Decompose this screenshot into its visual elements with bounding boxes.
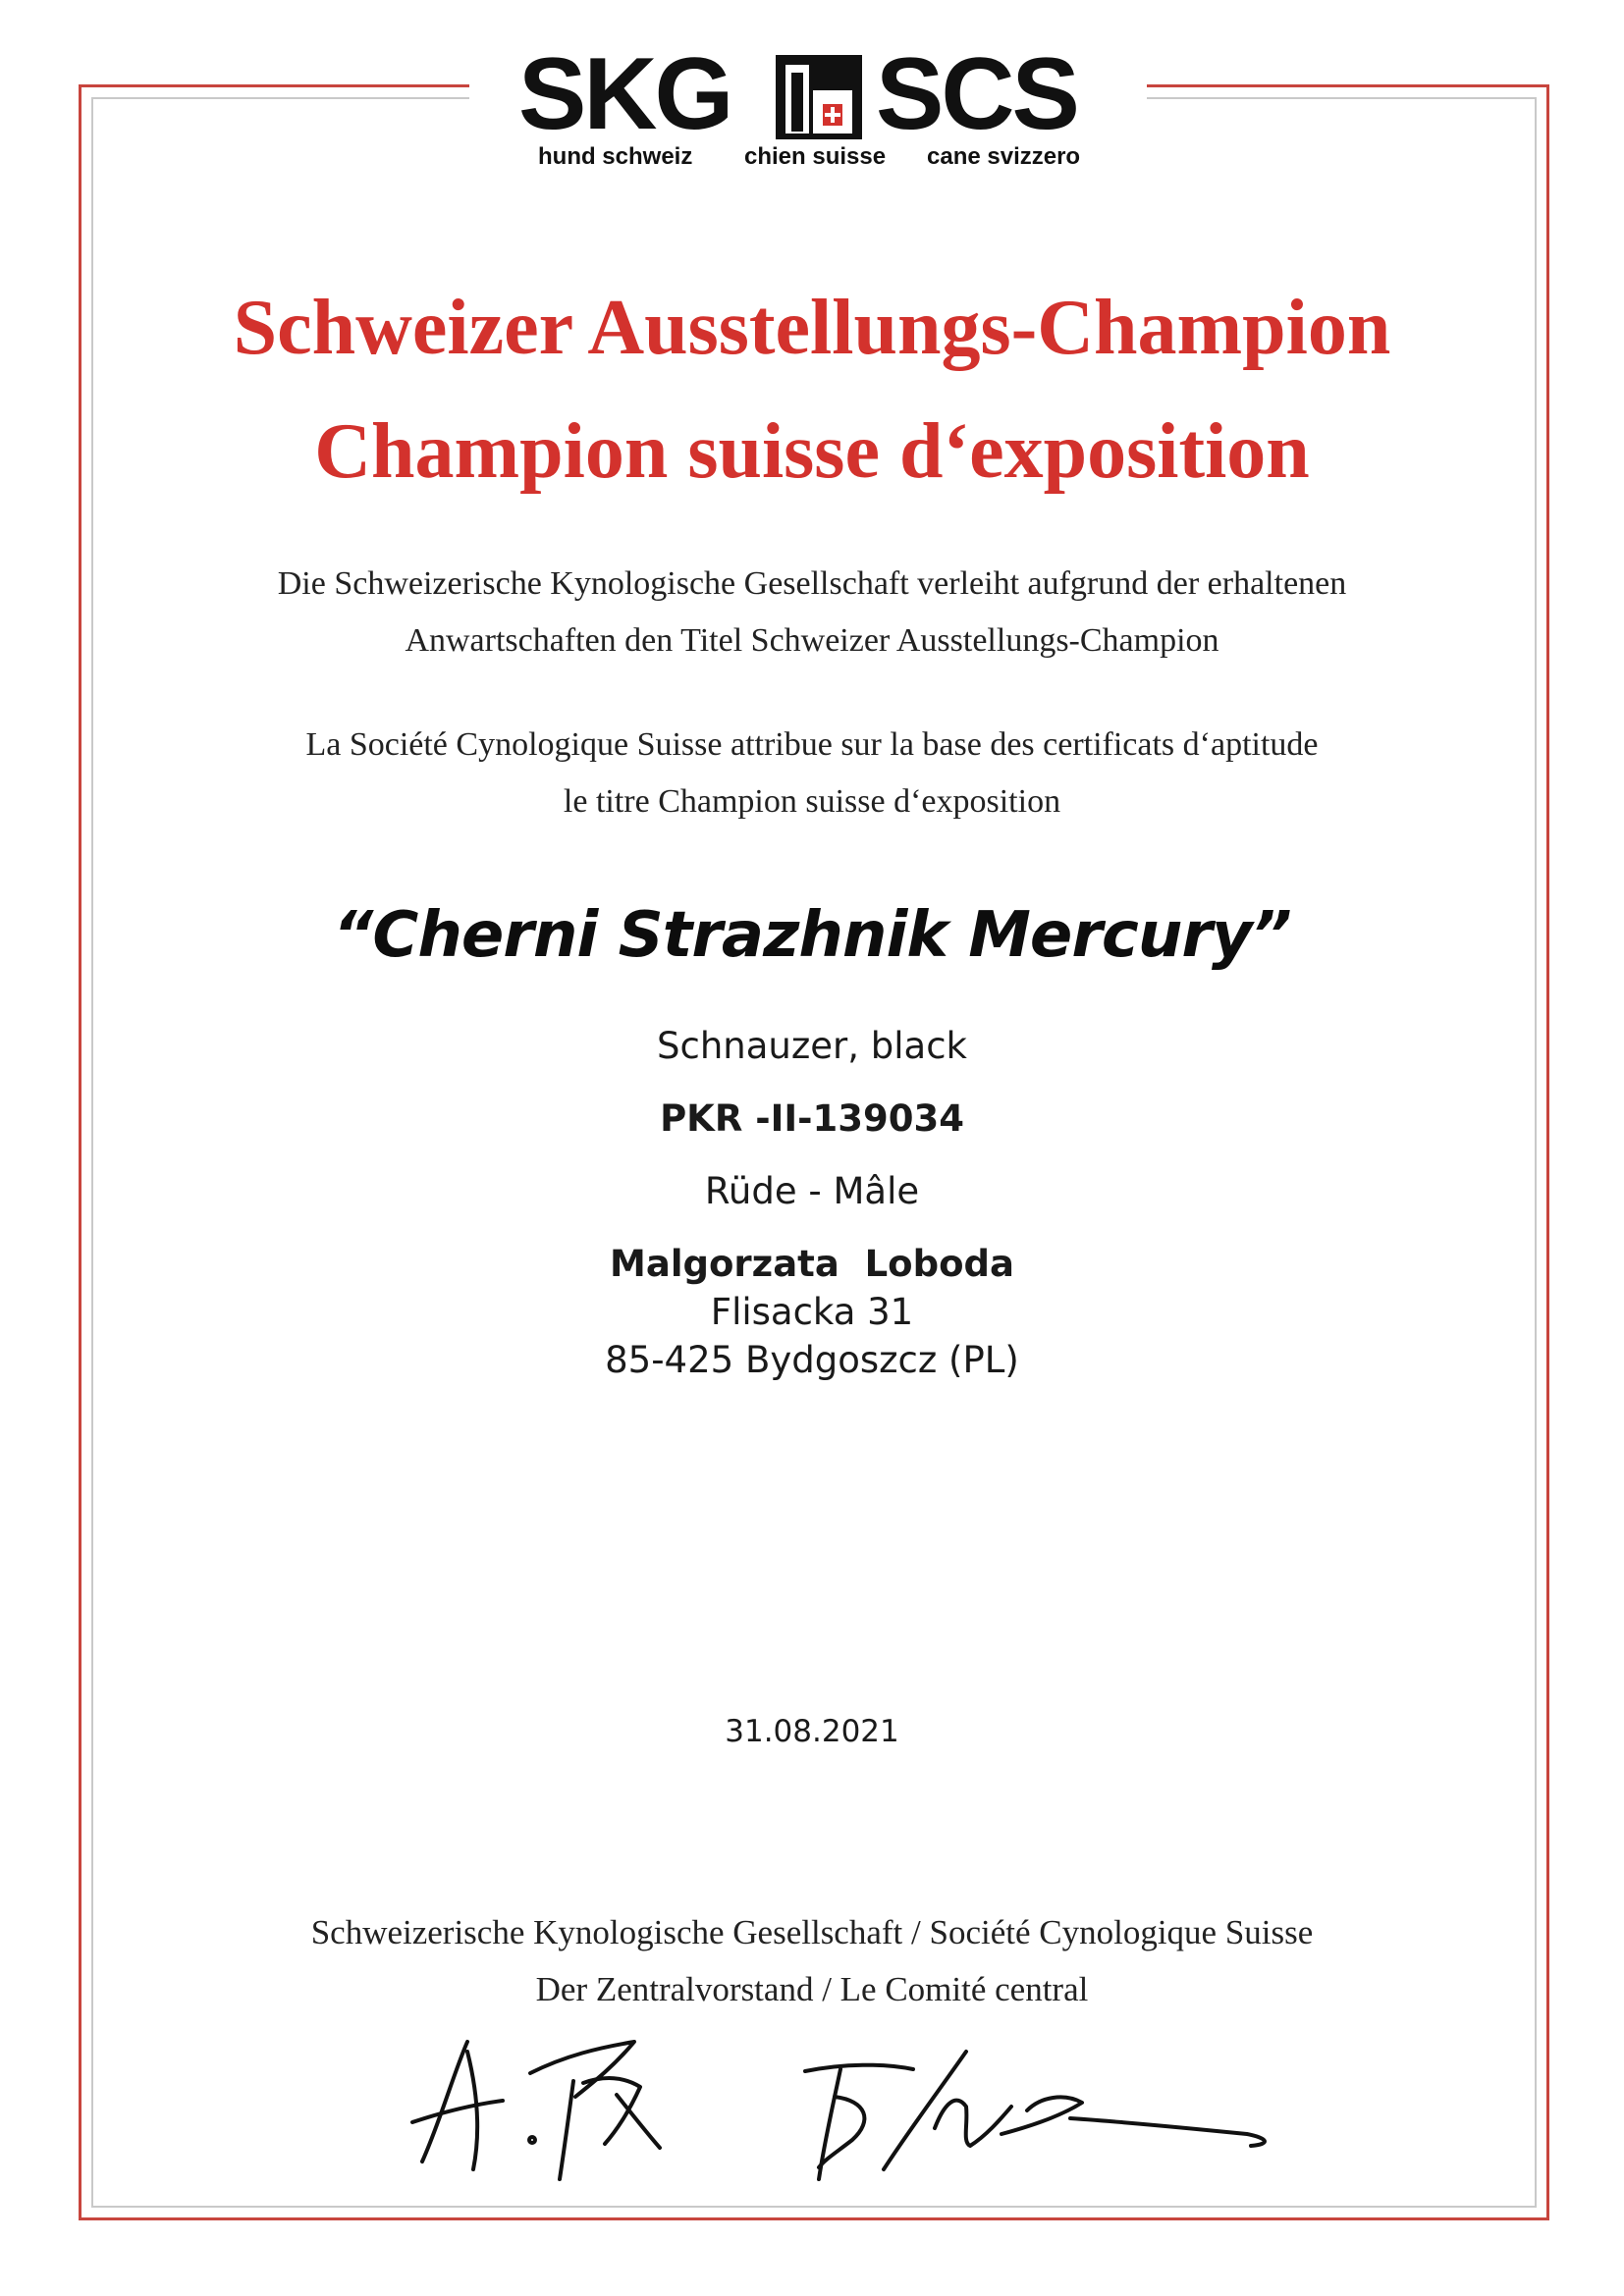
dog-registration-number: PKR -II-139034 (660, 1097, 964, 1140)
logo-subtitle-french: chien suisse (744, 143, 887, 170)
logo-subtitle-german: hund schweiz (538, 143, 693, 170)
signatures (383, 2012, 1316, 2189)
footer-organization: Schweizerische Kynologische Gesellschaft / Société Cynologique Suisse (310, 1913, 1314, 1951)
logo-skg-text: SKG (518, 37, 731, 151)
signature-left (412, 2042, 660, 2179)
owner-city: 85-425 Bydgoszcz (PL) (605, 1339, 1019, 1381)
owner-name: Malgorzata Loboda (610, 1243, 1014, 1285)
footer-committee: Der Zentralvorstand / Le Comité central (535, 1970, 1089, 2008)
intro-german-line2: Anwartschaften den Titel Schweizer Ausstellungs-Champion (405, 622, 1219, 659)
title-german: Schweizer Ausstellungs-Champion (233, 285, 1391, 371)
intro-german-line1: Die Schweizerische Kynologische Gesellschaft verleiht aufgrund der erhaltenen (277, 565, 1347, 602)
swiss-doghouse-icon (774, 51, 864, 141)
skg-scs-logo (511, 37, 1111, 177)
intro-french-line2: le titre Champion suisse d‘exposition (563, 783, 1061, 820)
logo-scs-text: SCS (876, 37, 1077, 151)
title-french: Champion suisse d‘exposition (314, 408, 1310, 495)
intro-french-line1: La Société Cynologique Suisse attribue sur la base des certificats d‘aptitude (305, 726, 1319, 763)
owner-street: Flisacka 31 (710, 1291, 914, 1333)
award-date: 31.08.2021 (725, 1714, 899, 1749)
dog-name: “Cherni Strazhnik Mercury” (333, 899, 1291, 972)
logo-subtitle-italian: cane svizzero (927, 143, 1081, 170)
dog-sex: Rüde - Mâle (704, 1170, 920, 1212)
signature-right (805, 2052, 1265, 2179)
dog-breed: Schnauzer, black (657, 1025, 967, 1067)
